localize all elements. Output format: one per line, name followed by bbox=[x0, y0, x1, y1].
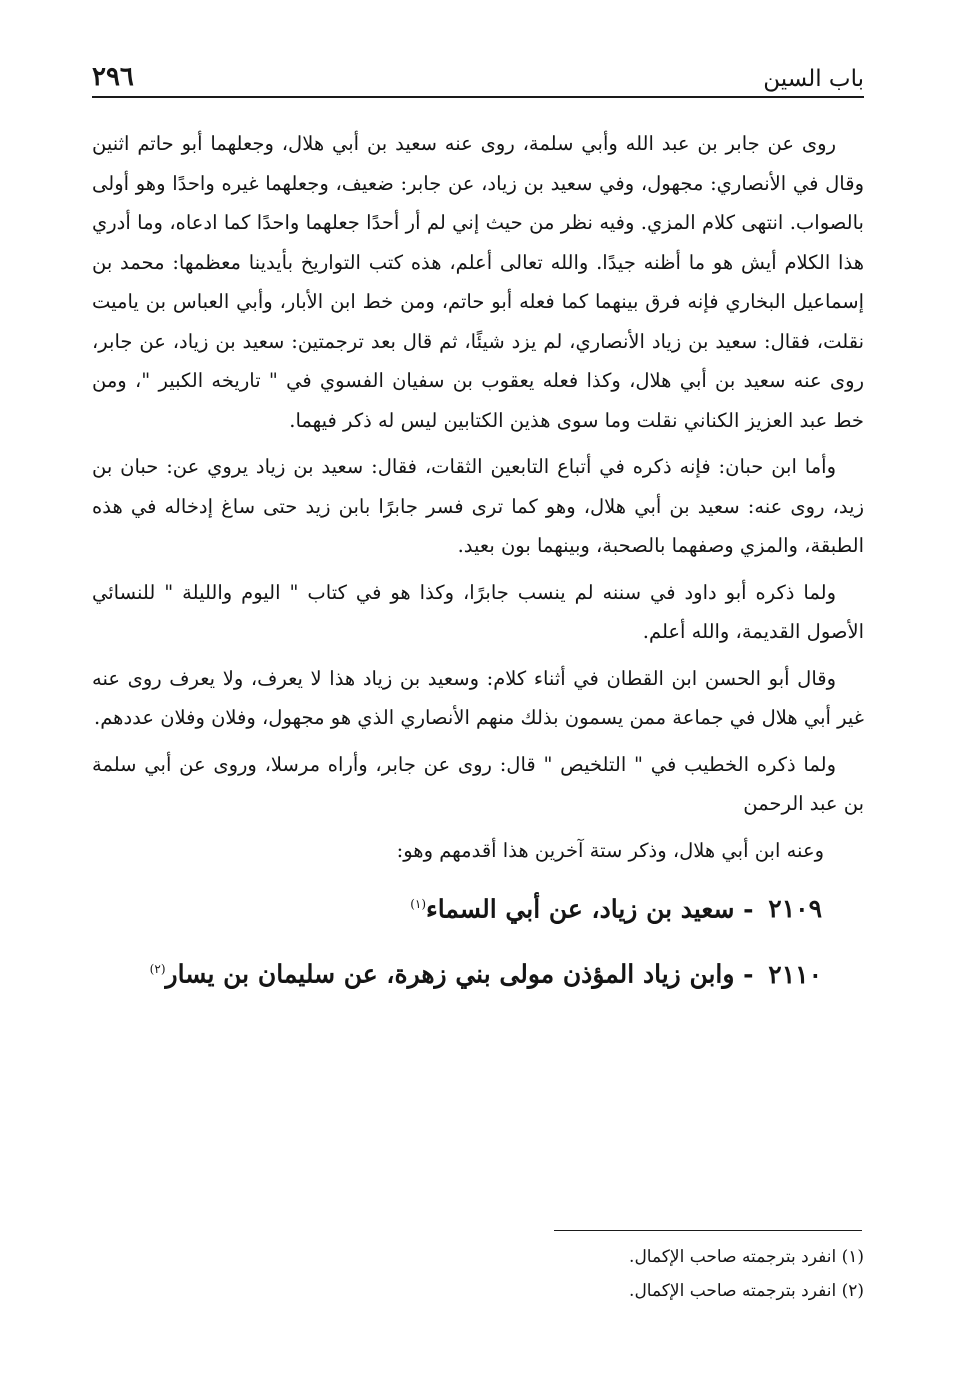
page-number: ٢٩٦ bbox=[92, 62, 134, 92]
main-text bbox=[92, 124, 864, 1002]
closing-line: وعنه ابن أبي هلال، وذكر ستة آخرين هذا أقدمهم وهو: bbox=[396, 838, 824, 862]
entry-title: وابن زياد المؤذن مولى بني زهرة، عن سليمان بن يسار bbox=[165, 959, 735, 989]
footnote: (٢) انفرد بترجمته صاحب الإكمال. bbox=[629, 1281, 864, 1301]
entry-number: ٢١١٠ bbox=[768, 959, 822, 989]
paragraph: ولما ذكره أبو داود في سننه لم ينسب جابرًا، وكذا هو في كتاب " اليوم والليلة " للنسائي الأصول القديمة، والله أعلم. bbox=[92, 580, 864, 643]
paragraph: ولما ذكره الخطيب في " التلخيص " قال: روى عن جابر، وأراه مرسلا، وروى عن أبي سلمة بن عبد الرحمن bbox=[92, 752, 864, 815]
entry-heading bbox=[92, 877, 864, 936]
entry-heading bbox=[92, 942, 864, 1001]
entry-dash: - bbox=[743, 959, 754, 989]
paragraph: وأما ابن حبان: فإنه ذكره في أتباع التابعين الثقات، فقال: سعيد بن زياد يروي عن: حبان بن زيد، روى عنه: سعيد بن أبي هلال، وهو كما ترى فسر جابرًا بابن زيد حتى ساغ إدخاله في هذه الطبقة، والمزي وصفهما بالصحبة، وبينهما بون بعيد. bbox=[92, 455, 864, 557]
entry-dash: - bbox=[743, 894, 754, 924]
footnote-divider bbox=[554, 1230, 862, 1231]
footnotes bbox=[92, 1240, 864, 1308]
paragraph: روى عن جابر بن عبد الله وأبي سلمة، روى عنه سعيد بن أبي هلال، وجعلهما أبو حاتم اثنين وقال في الأنصاري: مجهول، وفي سعيد بن زياد، عن جابر: ضعيف، وجعلهما غيره واحدًا وهو أولى بالصواب. انتهى كلام المزي. وفيه نظر من حيث إني لم أر أحدًا جعلهما واحدًا كما ادعاه، وما أدري هذا الكلام أيش هو ما أظنه جيدًا. والله تعالى أعلم، هذه كتب التواريخ بأيدينا معظمها: محمد بن إسماعيل البخاري فإنه فرق بينهما كما فعله أبو حاتم، ومن خط ابن الأبار، وأبي العباس بن ياميت نقلت، فقال: سعيد بن زياد الأنصاري، لم يزد شيئًا، ثم قال بعد ترجمتين: سعيد بن زياد، عن جابر، روى عنه سعيد بن أبي هلال، وكذا فعله يعقوب بن سفيان الفسوي في " تاريخه الكبير "، ومن خط عبد العزيز الكناني نقلت وما سوى هذين الكتابين ليس له ذكر فيهما. bbox=[92, 132, 864, 432]
running-title: باب السين bbox=[763, 66, 864, 92]
entry-title: سعيد بن زياد، عن أبي السماء bbox=[426, 894, 735, 924]
entry-number: ٢١٠٩ bbox=[768, 894, 822, 924]
footnote-ref[interactable]: (٢) bbox=[149, 962, 166, 977]
page-header bbox=[92, 56, 864, 98]
paragraph: وقال أبو الحسن ابن القطان في أثناء كلام: وسعيد بن زياد هذا لا يعرف، ولا يعرف روى عنه غير أبي هلال في جماعة ممن يسمون بذلك منهم الأنصاري الذي هو مجهول، وفلان وفلان عددهم. bbox=[92, 666, 864, 729]
footnote-ref[interactable]: (١) bbox=[410, 897, 427, 911]
footnote: (١) انفرد بترجمته صاحب الإكمال. bbox=[629, 1247, 864, 1267]
